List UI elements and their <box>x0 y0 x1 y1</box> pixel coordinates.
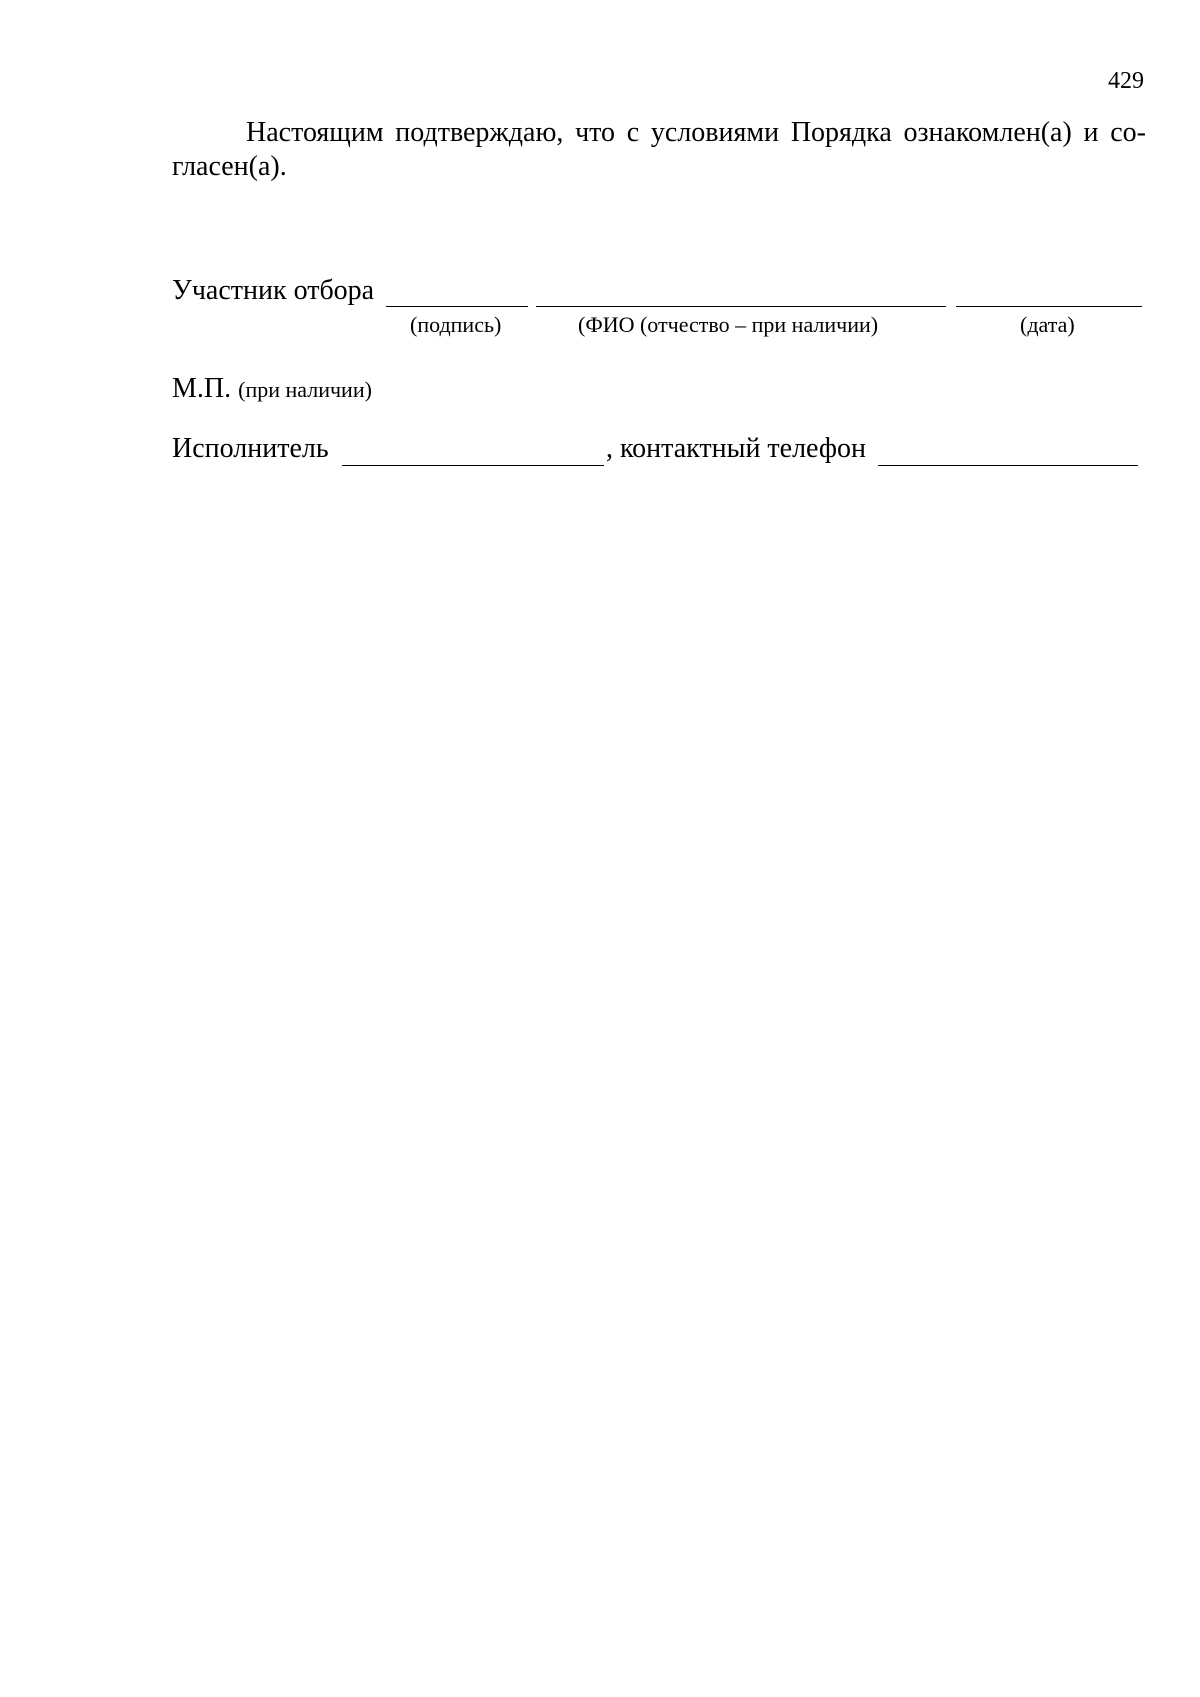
date-hint: (дата) <box>1020 312 1075 337</box>
executor-label: Исполнитель <box>172 433 329 464</box>
stamp-label: М.П. <box>172 373 232 404</box>
participant-label: Участник отбора <box>172 275 375 306</box>
stamp-row <box>172 372 372 407</box>
confirmation-paragraph <box>172 116 1146 184</box>
stamp-note: (при наличии) <box>238 377 372 402</box>
signature-hint: (подпись) <box>410 312 502 337</box>
confirmation-line-2: гласен(а). <box>172 151 287 182</box>
signature-blank[interactable] <box>386 306 528 307</box>
full-name-blank[interactable] <box>536 306 946 307</box>
confirmation-line-1: Настоящим подтверждаю, что с условиями Порядка ознакомлен(а) и со- <box>246 117 1146 148</box>
full-name-hint: (ФИО (отчество – при наличии) <box>578 312 879 337</box>
executor-name-blank[interactable] <box>342 465 604 466</box>
date-blank[interactable] <box>956 306 1142 307</box>
page-number: 429 <box>1108 68 1144 94</box>
phone-label: , контактный телефон <box>606 433 866 464</box>
phone-blank[interactable] <box>878 465 1138 466</box>
